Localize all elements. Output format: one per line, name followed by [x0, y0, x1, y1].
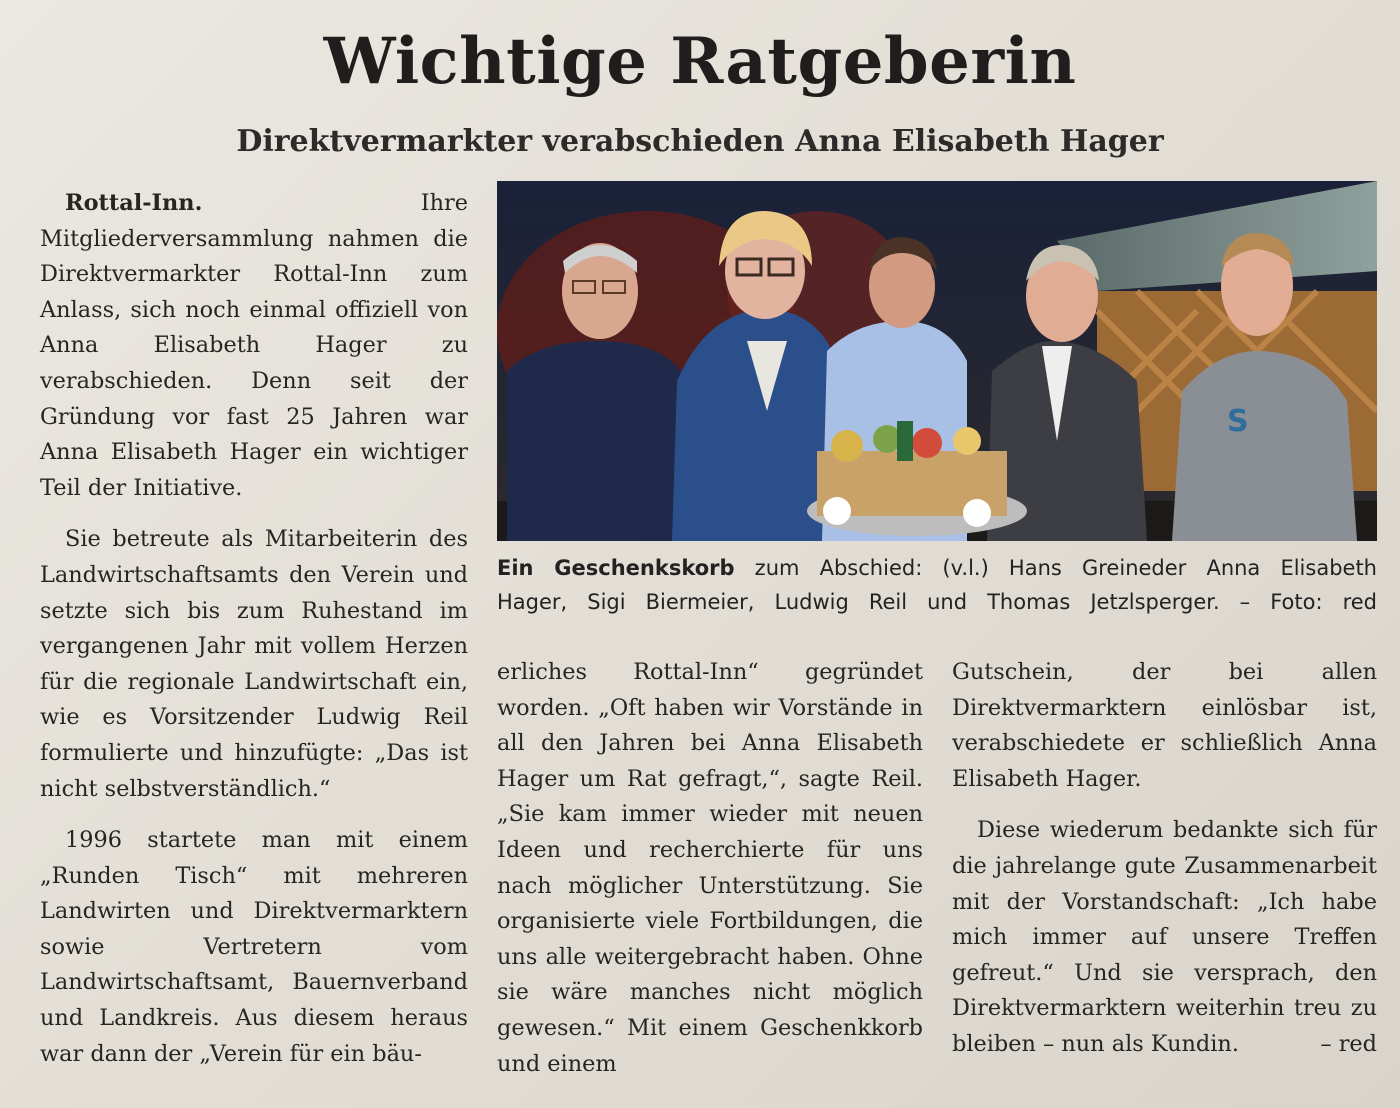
caption-text: zum Abschied: (v.l.) Hans Greineder Anna Elisabeth	[734, 556, 1377, 580]
article-column-1	[40, 186, 468, 1072]
article-subheadline: Direktvermarkter verabschieden Anna Elisabeth Hager	[236, 124, 1164, 159]
paragraph-text: Diese wiederum bedankte sich für die jahrelange gute Zusammenarbeit mit der Vorstandschaft: „Ich habe mich immer auf unsere Treffen gefreut.“ Und sie versprach, den Direktvermarktern weiterhin treu zu bleiben – nun als Kundin.	[952, 817, 1377, 1057]
article-headline: Wichtige Ratgeberin	[323, 24, 1077, 99]
dateline: Rottal-Inn.	[65, 190, 203, 216]
group-photo-illustration	[497, 181, 1377, 541]
caption-lead: Ein Geschenkskorb	[497, 556, 735, 580]
paragraph	[952, 813, 1377, 1062]
paragraph-text: Ihre Mitgliederversammlung nahmen die Direktvermarkter Rottal-Inn zum Anlass, sich noch einmal offiziell von Anna Elisabeth Hager zu verabschieden. Denn seit der Gründung vor fast 25 Jahren war Anna Elisabeth Hager ein wichtiger Teil der Initiative.	[40, 190, 468, 501]
paragraph: erliches Rottal-Inn“ gegründet worden. „Oft haben wir Vorstände in all den Jahren bei Anna Elisabeth Hager um Rat gefragt,“, sagte Reil. „Sie kam immer wieder mit neuen Ideen und recherchierte für uns nach möglicher Unterstützung. Sie organisierte viele Fortbildungen, die uns alle weitergebracht haben. Ohne sie wäre manches nicht möglich gewesen.“ Mit einem Geschenkkorb und einem	[497, 659, 923, 1077]
paragraph: Sie betreute als Mitarbeiterin des Landwirtschaftsamts den Verein und setzte sich bis zum Ruhestand im vergangenen Jahr mit vollem Herzen für die regionale Landwirtschaft ein, wie es Vorsitzender Ludwig Reil formulierte und hinzufügte: „Das ist nicht selbstverständlich.“	[40, 526, 468, 802]
photo-caption	[497, 551, 1377, 585]
paragraph: 1996 startete man mit einem „Runden Tisch“ mit mehreren Landwirten und Direktvermarktern sowie Vertretern vom Landwirtschaftsamt, Bauernverband und Landkreis. Aus diesem heraus war dann der „Verein für ein bäu-	[40, 827, 468, 1067]
article-photo	[497, 181, 1377, 541]
photo-caption-line-2: Hager, Sigi Biermeier, Ludwig Reil und Thomas Jetzlsperger. – Foto: red	[497, 590, 1377, 614]
paragraph: Gutschein, der bei allen Direktvermarktern einlösbar ist, verabschiedete er schließlich Anna Elisabeth Hager.	[952, 659, 1377, 792]
author-signature: – red	[1320, 1030, 1377, 1057]
article-column-3	[952, 655, 1377, 1063]
paragraph	[40, 186, 468, 506]
svg-text:S: S	[1227, 404, 1249, 439]
article-column-2	[497, 655, 923, 1082]
